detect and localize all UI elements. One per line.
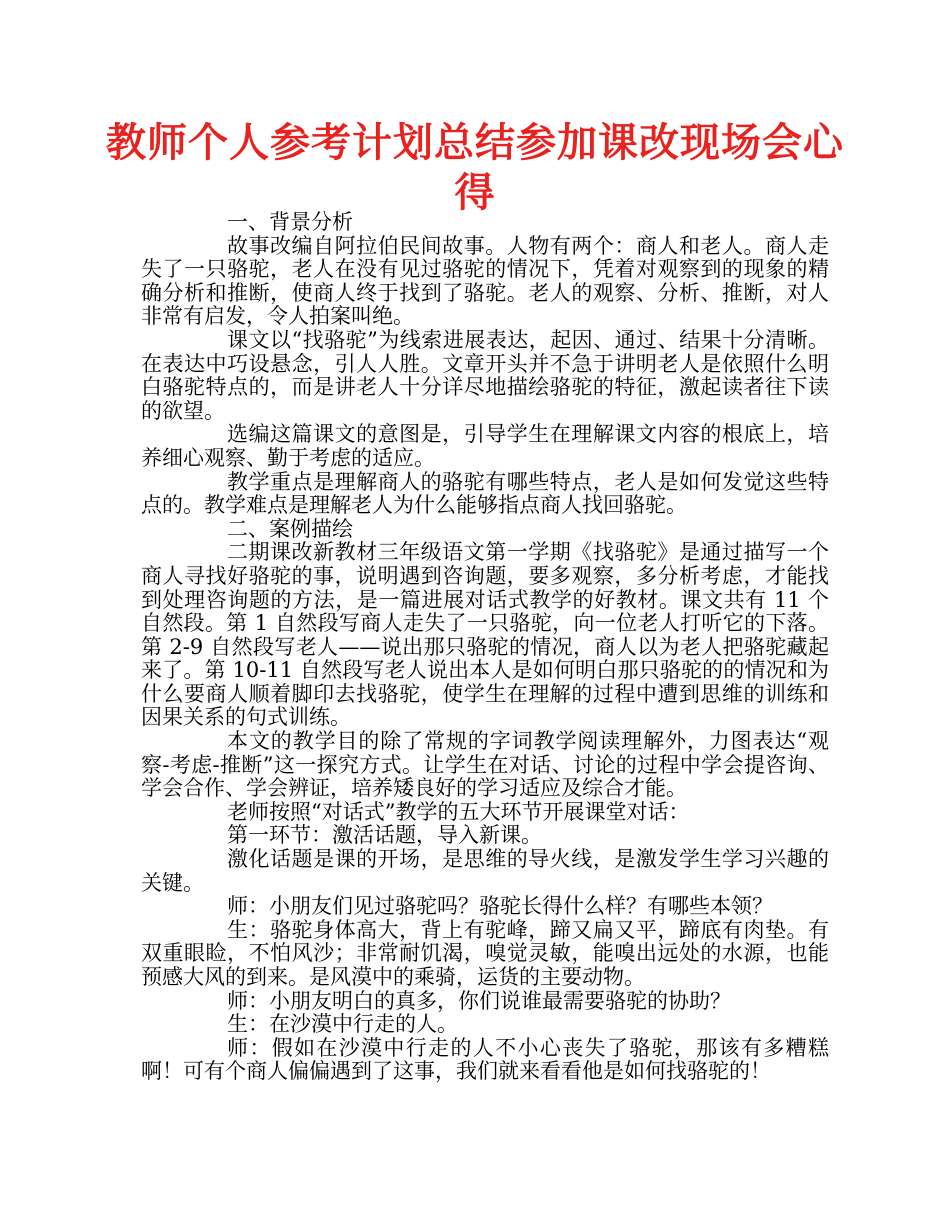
paragraph: 教学重点是理解商人的骆驼有哪些特点，老人是如何发觉这些特点的。教学难点是理解老人为什么能够指点商人找回骆驼。 [141, 469, 829, 518]
paragraph: 激化话题是课的开场，是思维的导火线，是激发学生学习兴趣的关键。 [141, 847, 829, 895]
dialogue-line: 生：在沙漠中行走的人。 [227, 1012, 458, 1037]
section-heading-background: 一、背景分析 [227, 210, 353, 234]
paragraph: 二期课改新教材三年级语文第一学期《找骆驼》是通过描写一个商人寻找好骆驼的事，说明遇到咨询题，要多观察，多分析考虑，才能找到处理咨询题的方法，是一篇进展对话式教学的好教材。课文共有 11 个自然段。第 1 自然段写商人走失了一只骆驼，向一位老人打听它的下落。第 2-9 自然段写老人——说出那只骆驼的情况，商人以为老人把骆驼藏起来了。第 10-11 自然段写老人说出本人是如何明白那只骆驼的的情况和为什么要商人顺着脚印去找骆驼，使学生在理解的过程中遭到思维的训练和因果关系的句式训练。 [141, 540, 829, 730]
paragraph: 老师按照“对话式”教学的五大环节开展课堂对话： [227, 799, 690, 824]
dialogue-line: 师：小朋友明白的真多，你们说谁最需要骆驼的协助？ [227, 988, 731, 1013]
dialogue-line: 师：小朋友们见过骆驼吗？骆驼长得什么样？有哪些本领？ [227, 894, 773, 919]
paragraph: 本文的教学目的除了常规的字词教学阅读理解外，力图表达“观察-考虑-推断”这一探究方式。让学生在对话、讨论的过程中学会提咨询、学会合作、学会辨证，培养矮良好的学习适应及综合才能。 [141, 729, 829, 801]
document-body [141, 211, 829, 1084]
dialogue-line: 生：骆驼身体高大，背上有驼峰，蹄又扁又平，蹄底有肉垫。有双重眼睑，不怕风沙；非常耐饥渴，嗅觉灵敏，能嗅出远处的水源，也能预感大风的到来。是风漠中的乘骑，运货的主要动物。 [141, 917, 829, 989]
document-title: 教师个人参考计划总结参加课改现场会心得 [106, 120, 844, 216]
dialogue-line: 师：假如在沙漠中行走的人不小心丧失了骆驼，那该有多糟糕啊！可有个商人偏偏遇到了这事，我们就来看看他是如何找骆驼的！ [141, 1035, 829, 1084]
paragraph: 第一环节：激活话题，导入新课。 [227, 823, 542, 848]
paragraph: 故事改编自阿拉伯民间故事。人物有两个：商人和老人。商人走失了一只骆驼，老人在没有见过骆驼的情况下，凭着对观察到的现象的精确分析和推断，使商人终于找到了骆驼。老人的观察、分析、推断，对人非常有启发，令人拍案叫绝。 [141, 233, 829, 329]
paragraph: 课文以“找骆驼”为线索进展表达，起因、通过、结果十分清晰。在表达中巧设悬念，引人人胜。文章开头并不急于讲明老人是依照什么明白骆驼特点的，而是讲老人十分详尽地描绘骆驼的特征，激起读者往下读的欲望。 [141, 327, 829, 423]
section-heading-case: 二、案例描绘 [227, 516, 353, 541]
paragraph: 选编这篇课文的意图是，引导学生在理解课文内容的根底上，培养细心观察、勤于考虑的适应。 [141, 422, 829, 470]
